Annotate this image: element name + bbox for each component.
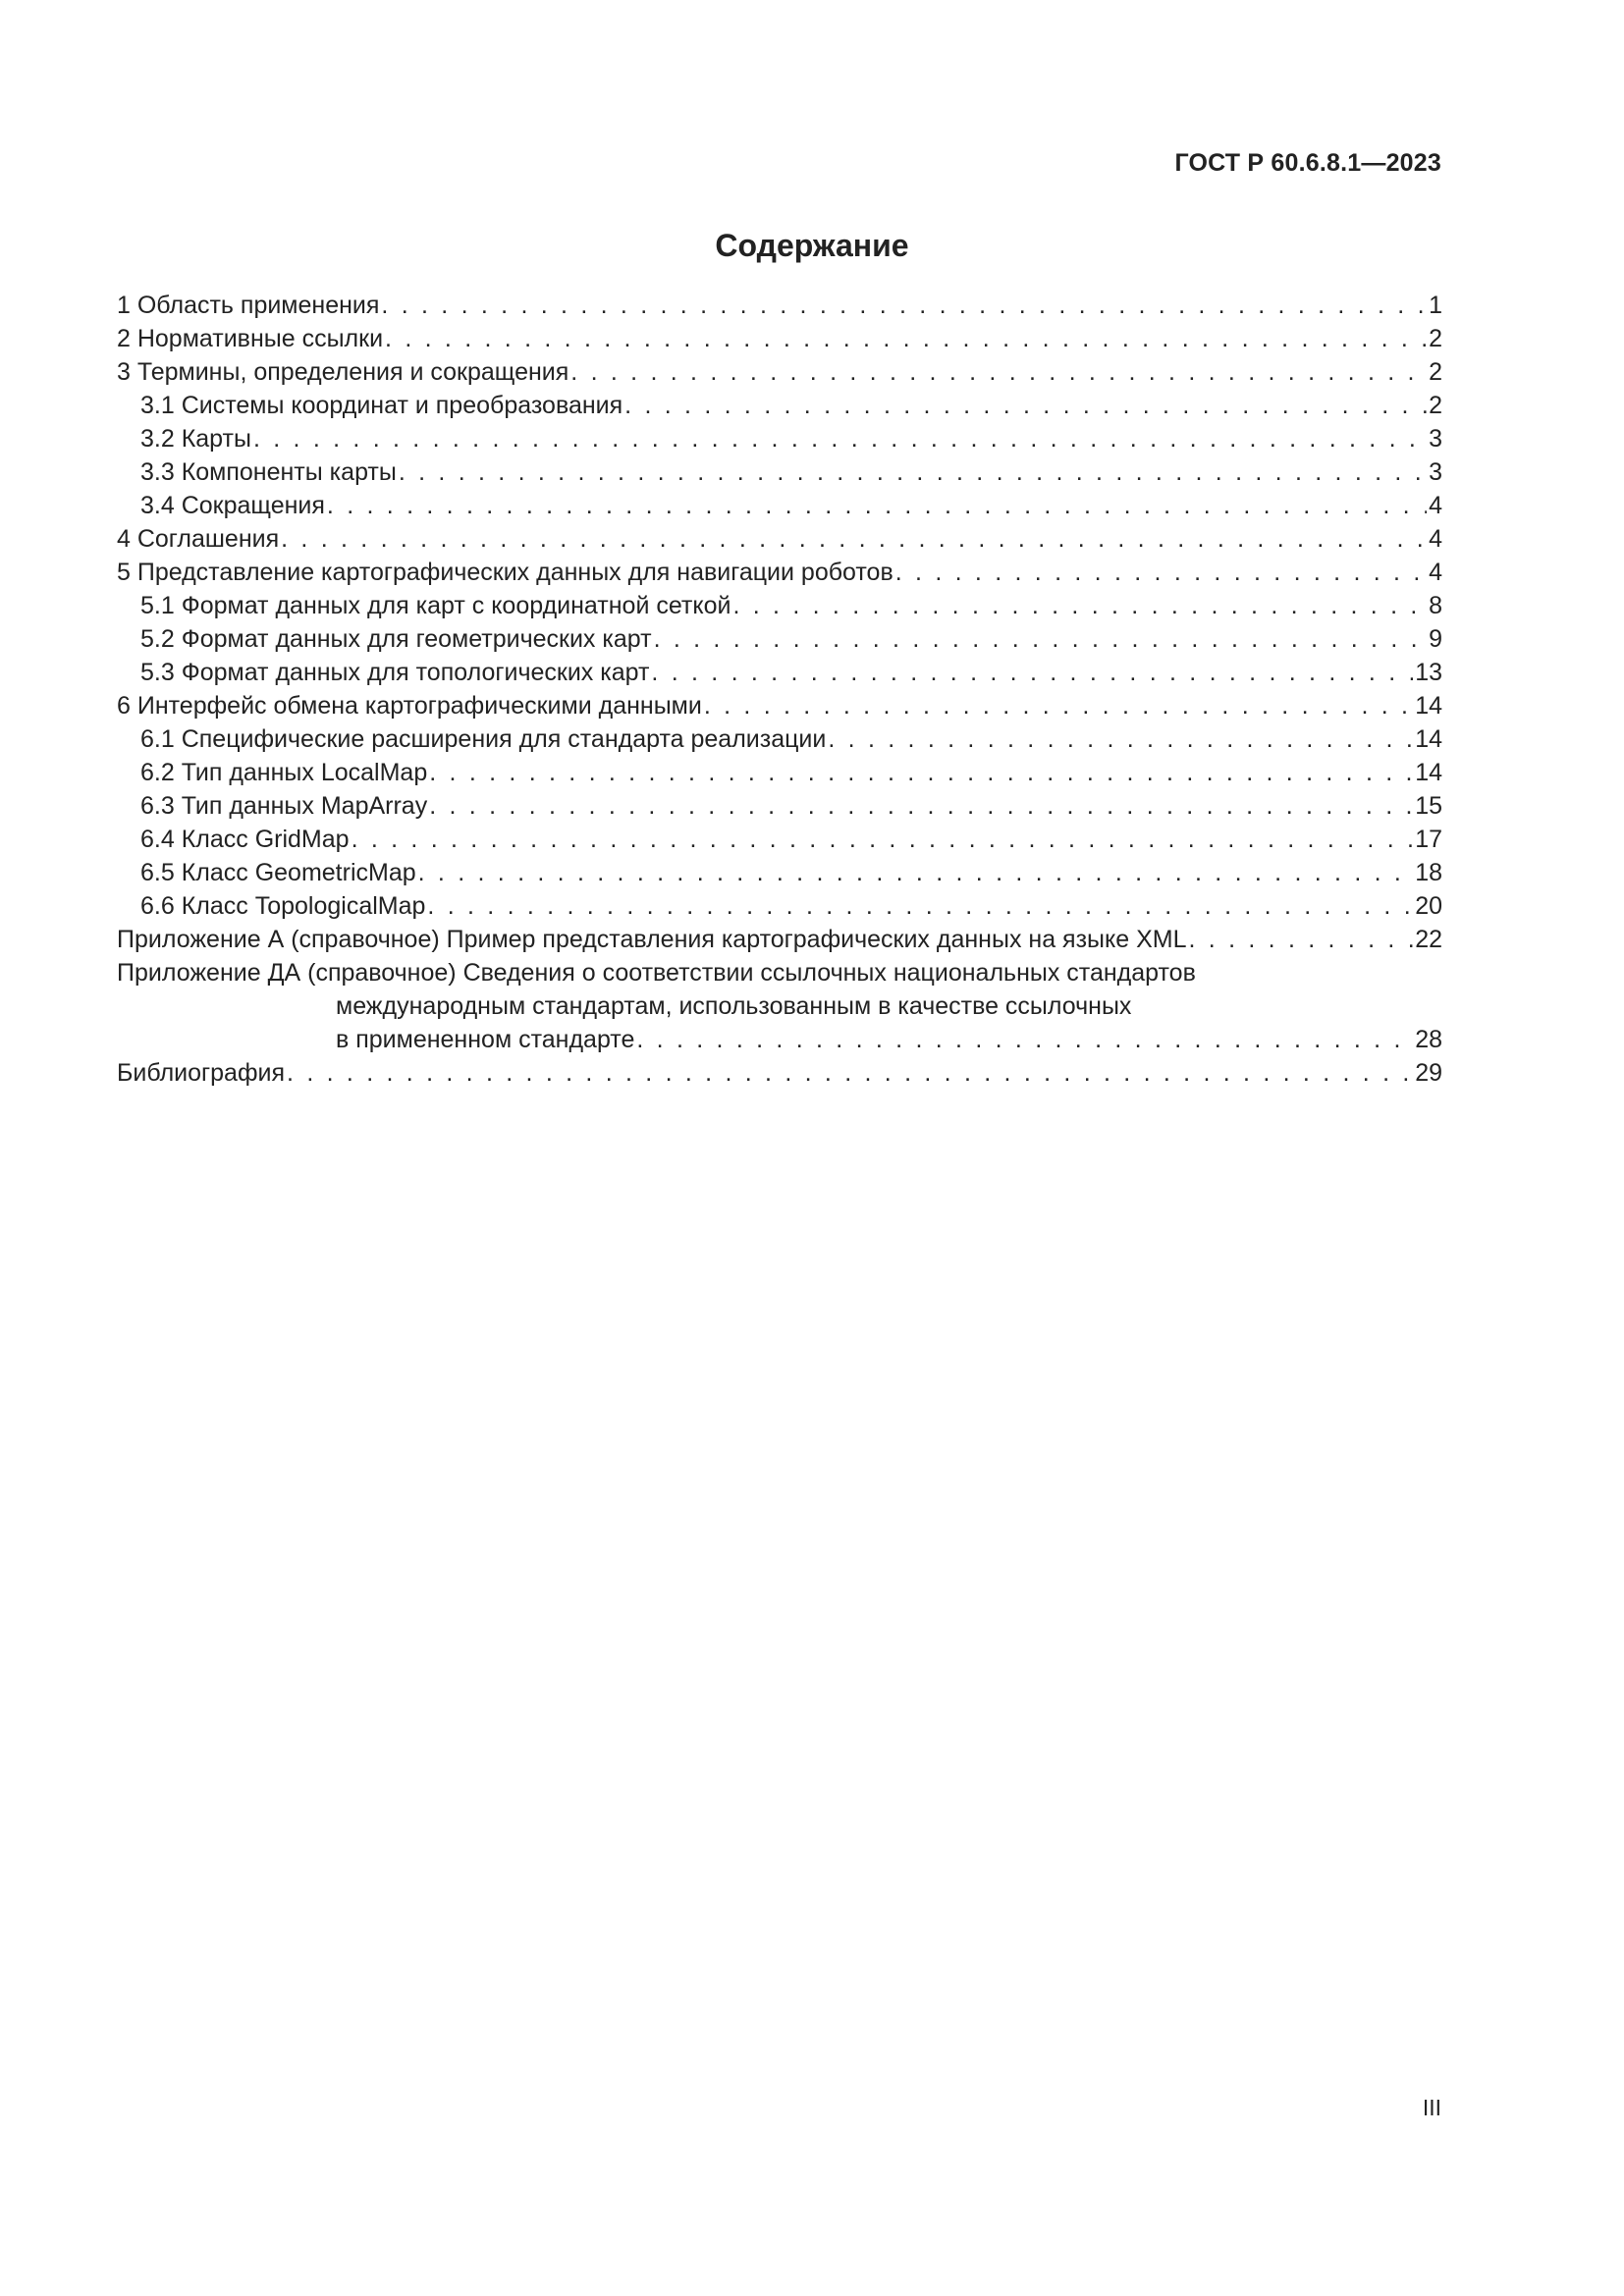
toc-entry-page: 2 [1429,358,1442,386]
toc-entry-label: 6.6 Класс TopologicalMap [140,892,426,920]
toc-entry-page: 22 [1415,926,1442,953]
toc-entry-page: 18 [1415,859,1442,886]
toc-leader-dots [385,322,1427,355]
document-code: ГОСТ Р 60.6.8.1—2023 [1174,149,1441,177]
toc-leader-dots [427,889,1413,923]
toc-entry-label: 6 Интерфейс обмена картографическими данными [117,692,702,720]
toc-leader-dots [636,1023,1413,1056]
toc-entry-page: 28 [1415,1026,1442,1053]
toc-leader-dots [399,455,1427,489]
toc-entry-page: 20 [1415,892,1442,920]
toc-entry-page: 8 [1429,592,1442,619]
toc-entry-3-2[interactable] [117,422,1442,455]
toc-entry-page: 15 [1415,792,1442,820]
toc-entry-label: 5 Представление картографических данных для навигации роботов [117,559,893,586]
toc-entry-page: 4 [1429,492,1442,519]
toc-entry-page: 4 [1429,559,1442,586]
toc-entry-5-2[interactable] [117,622,1442,656]
toc-entry-page: 3 [1429,425,1442,453]
toc-entry-page: 14 [1415,692,1442,720]
toc-entry-page: 14 [1415,759,1442,786]
toc-entry-label: 3.3 Компоненты карты [140,458,397,486]
toc-entry-5-1[interactable] [117,589,1442,622]
toc-entry-label-line-3: в примененном стандарте [336,1026,635,1053]
toc-entry-label: 5.2 Формат данных для геометрических карт [140,625,652,653]
toc-leader-dots [253,422,1427,455]
toc-entry-label: 3.1 Системы координат и преобразования [140,392,623,419]
toc-leader-dots [352,823,1414,856]
toc-entry-label: 4 Соглашения [117,525,280,553]
table-of-contents [117,289,1442,1090]
toc-entry-6-6[interactable] [117,889,1442,923]
toc-entry-label: 3 Термины, определения и сокращения [117,358,569,386]
toc-entry-label: 1 Область применения [117,292,380,319]
toc-leader-dots [429,789,1413,823]
toc-entry-bibliography[interactable] [117,1056,1442,1090]
toc-entry-label: 3.4 Сокращения [140,492,325,519]
toc-entry-6-4[interactable] [117,823,1442,856]
toc-leader-dots [418,856,1414,889]
toc-entry-label: 2 Нормативные ссылки [117,325,384,352]
toc-leader-dots [732,589,1427,622]
toc-entry-annex-da[interactable] [117,956,1442,1056]
toc-leader-dots [381,289,1427,322]
toc-entry-label: 6.2 Тип данных LocalMap [140,759,428,786]
toc-entry-page: 14 [1415,725,1442,753]
toc-entry-1[interactable] [117,289,1442,322]
toc-entry-page: 2 [1429,325,1442,352]
toc-entry-3-1[interactable] [117,389,1442,422]
toc-entry-3-3[interactable] [117,455,1442,489]
toc-entry-6-5[interactable] [117,856,1442,889]
toc-entry-label: 6.1 Специфические расширения для стандарта реализации [140,725,827,753]
toc-entry-2[interactable] [117,322,1442,355]
toc-leader-dots [429,756,1413,789]
toc-leader-dots [654,622,1428,656]
toc-entry-3-4[interactable] [117,489,1442,522]
toc-entry-page: 3 [1429,458,1442,486]
toc-entry-label: Библиография [117,1059,286,1087]
toc-entry-5[interactable] [117,556,1442,589]
toc-entry-label-line-2: международным стандартам, использованным в качестве ссылочных [336,992,1132,1020]
toc-entry-6-2[interactable] [117,756,1442,789]
toc-entry-4[interactable] [117,522,1442,556]
toc-entry-6[interactable] [117,689,1442,722]
toc-entry-label: 6.5 Класс GeometricMap [140,859,416,886]
toc-leader-dots [327,489,1427,522]
toc-leader-dots [704,689,1413,722]
toc-entry-label: 5.3 Формат данных для топологических карт [140,659,650,686]
toc-entry-page: 4 [1429,525,1442,553]
toc-title: Содержание [715,228,909,263]
toc-entry-page: 29 [1415,1059,1442,1087]
toc-entry-label: 3.2 Карты [140,425,251,453]
toc-entry-label: 5.1 Формат данных для карт с координатной сеткой [140,592,731,619]
toc-entry-page: 13 [1415,659,1442,686]
toc-entry-page: 2 [1429,392,1442,419]
page-number: III [1422,2095,1441,2120]
toc-leader-dots [281,522,1427,556]
toc-leader-dots [895,556,1427,589]
toc-entry-page: 9 [1429,625,1442,653]
toc-entry-label-line-1: Приложение ДА (справочное) Сведения о соответствии ссылочных национальных стандартов [117,959,1196,987]
toc-entry-page: 1 [1429,292,1442,319]
toc-entry-3[interactable] [117,355,1442,389]
toc-entry-5-3[interactable] [117,656,1442,689]
toc-leader-dots [828,722,1413,756]
toc-entry-label: Приложение А (справочное) Пример представления картографических данных на языке XML [117,926,1187,953]
toc-leader-dots [287,1056,1413,1090]
toc-entry-annex-a[interactable] [117,923,1442,956]
toc-entry-6-3[interactable] [117,789,1442,823]
toc-entry-page: 17 [1415,826,1442,853]
toc-entry-6-1[interactable] [117,722,1442,756]
toc-leader-dots [570,355,1427,389]
toc-entry-label-line-3-row [117,1023,1442,1056]
toc-leader-dots [624,389,1427,422]
toc-leader-dots [651,656,1413,689]
toc-entry-label: 6.4 Класс GridMap [140,826,350,853]
toc-leader-dots [1189,923,1414,956]
toc-entry-label: 6.3 Тип данных MapArray [140,792,428,820]
